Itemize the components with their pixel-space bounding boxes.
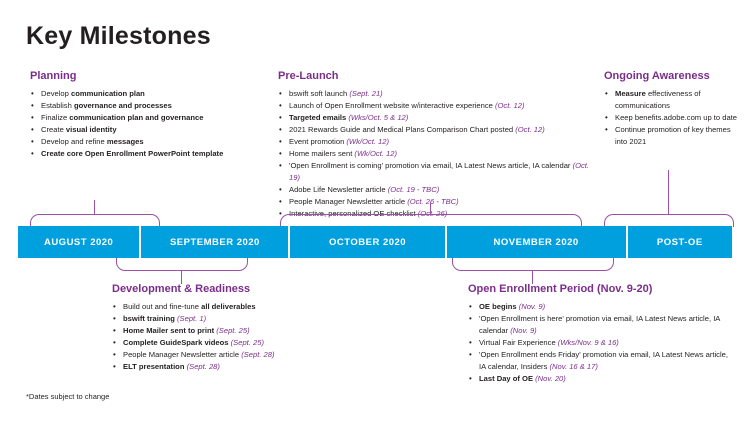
connector-planning-stem (94, 200, 95, 214)
list-item: • Measure effectiveness of communications (604, 88, 744, 112)
list-item: • People Manager Newsletter article (Sept. 28) (112, 349, 362, 361)
list-item: • 'Open Enrollment is here' promotion via email, IA Latest News article, IA calendar (Nov. 9) (468, 313, 736, 337)
connector-development-stem (181, 270, 182, 284)
connector-ongoing-stem (668, 170, 669, 214)
list-item: • Launch of Open Enrollment website w/interactive experience (Oct. 12) (278, 100, 596, 112)
block-planning-list (30, 88, 260, 160)
connector-open-enrollment (452, 258, 614, 271)
list-item: • Keep benefits.adobe.com up to date (604, 112, 744, 124)
list-item: • Interactive, personalized OE checklist (Oct. 26) (278, 208, 596, 220)
list-item: • Targeted emails (Wks/Oct. 5 & 12) (278, 112, 596, 124)
list-item: • Create visual identity (30, 124, 260, 136)
connector-open-enrollment-stem (532, 270, 533, 284)
list-item: • 'Open Enrollment ends Friday' promotion via email, IA Latest News article, IA calendar, Insiders (Nov. 16 & 17) (468, 349, 736, 373)
block-ongoing-awareness (604, 70, 744, 148)
block-pre-launch (278, 70, 596, 220)
list-item: • Event promotion (Wk/Oct. 12) (278, 136, 596, 148)
block-development-list (112, 301, 362, 373)
block-development (112, 283, 362, 373)
timeline (18, 226, 732, 258)
list-item: • Create core Open Enrollment PowerPoint template (30, 148, 260, 160)
list-item: • Develop and refine messages (30, 136, 260, 148)
list-item: • ELT presentation (Sept. 28) (112, 361, 362, 373)
block-ongoing-heading: Ongoing Awareness (604, 70, 710, 82)
list-item: • Last Day of OE (Nov. 20) (468, 373, 736, 385)
list-item: • Adobe Life Newsletter article (Oct. 19 - TBC) (278, 184, 596, 196)
block-pre-launch-heading: Pre-Launch (278, 70, 339, 82)
list-item: • Home mailers sent (Wk/Oct. 12) (278, 148, 596, 160)
list-item: • 'Open Enrollment is coming' promotion via email, IA Latest News article, IA calendar (Oct. 19) (278, 160, 596, 184)
block-planning (30, 70, 260, 160)
list-item: • OE begins (Nov. 9) (468, 301, 736, 313)
list-item: • Continue promotion of key themes into 2021 (604, 124, 744, 148)
timeline-segment-post-oe[interactable]: POST-OE (628, 226, 732, 258)
page-title: Key Milestones (26, 22, 211, 50)
block-planning-heading: Planning (30, 70, 77, 82)
footnote: *Dates subject to change (26, 392, 110, 401)
timeline-segment-november[interactable]: NOVEMBER 2020 (447, 226, 626, 258)
list-item: • Virtual Fair Experience (Wks/Nov. 9 & 16) (468, 337, 736, 349)
timeline-segment-august[interactable]: AUGUST 2020 (18, 226, 139, 258)
connector-development (116, 258, 248, 271)
list-item: • Build out and fine-tune all deliverables (112, 301, 362, 313)
list-item: • Finalize communication plan and governance (30, 112, 260, 124)
list-item: • Establish governance and processes (30, 100, 260, 112)
list-item: • bswift soft launch (Sept. 21) (278, 88, 596, 100)
list-item: • Home Mailer sent to print (Sept. 25) (112, 325, 362, 337)
list-item: • bswift training (Sept. 1) (112, 313, 362, 325)
block-development-heading: Development & Readiness (112, 283, 251, 295)
block-ongoing-list (604, 88, 744, 148)
block-open-enrollment (468, 283, 736, 385)
timeline-segment-september[interactable]: SEPTEMBER 2020 (141, 226, 288, 258)
block-open-enrollment-heading: Open Enrollment Period (Nov. 9-20) (468, 283, 653, 295)
list-item: • 2021 Rewards Guide and Medical Plans Comparison Chart posted (Oct. 12) (278, 124, 596, 136)
block-open-enrollment-list (468, 301, 736, 385)
list-item: • People Manager Newsletter article (Oct. 26 - TBC) (278, 196, 596, 208)
connector-pre-launch-stem (430, 202, 431, 214)
block-pre-launch-list (278, 88, 596, 220)
list-item: • Complete GuideSpark videos (Sept. 25) (112, 337, 362, 349)
list-item: • Develop communication plan (30, 88, 260, 100)
timeline-segment-october[interactable]: OCTOBER 2020 (290, 226, 444, 258)
